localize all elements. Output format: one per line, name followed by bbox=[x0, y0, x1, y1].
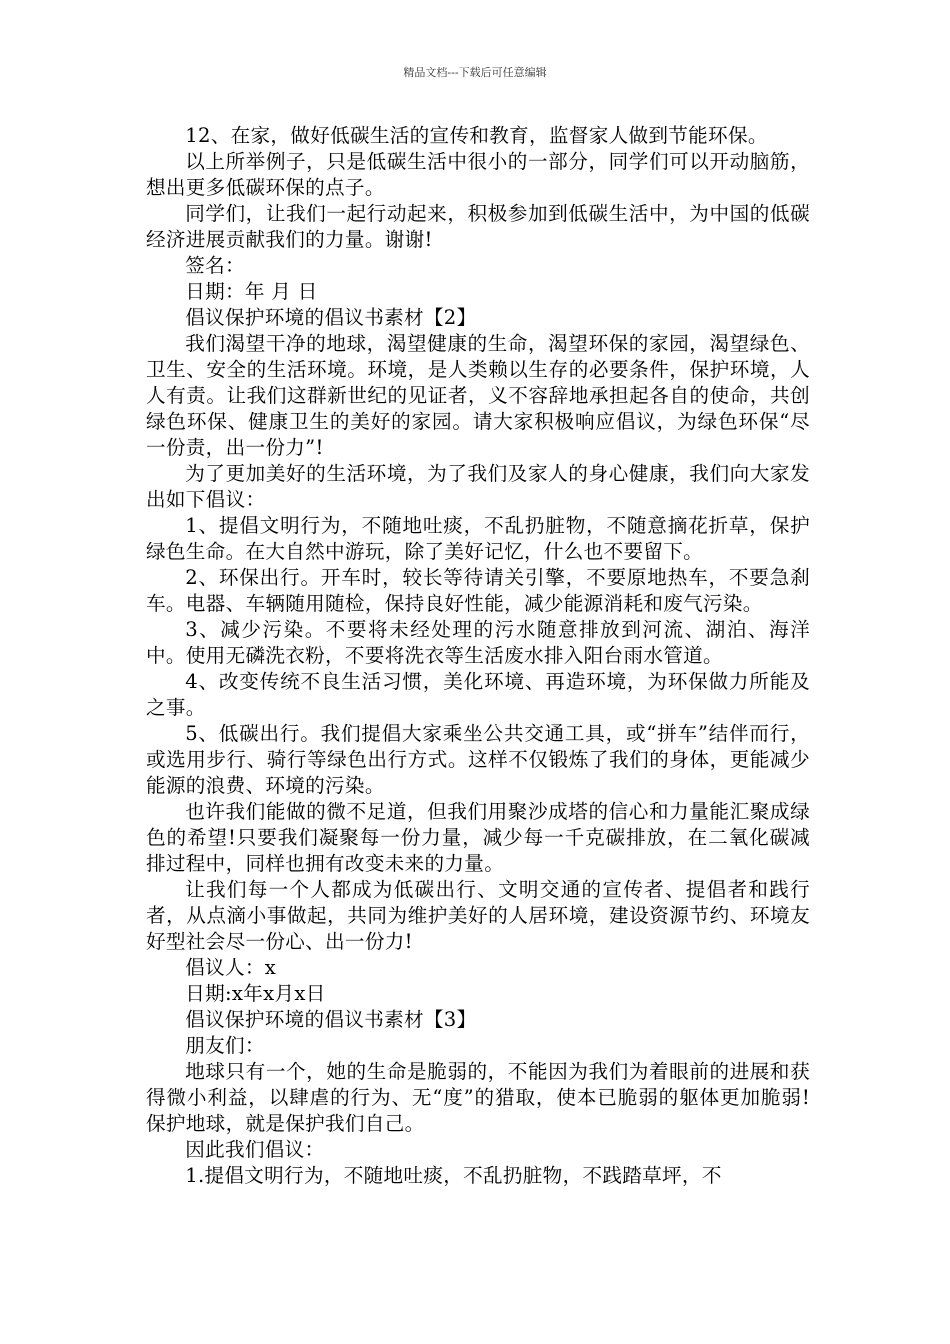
paragraph-call-to-action: 同学们，让我们一起行动起来，积极参加到低碳生活中，为中国的低碳经济进展贡献我们的力量。谢谢! bbox=[146, 202, 810, 251]
proposer-line: 倡议人：x bbox=[185, 956, 277, 979]
proposal-item-1: 1、提倡文明行为，不随地吐痰，不乱扔脏物，不随意摘花折草，保护绿色生命。在大自然中游玩，除了美好记忆，什么也不要留下。 bbox=[146, 514, 810, 563]
paragraph-let-everyone: 让我们每一个人都成为低碳出行、文明交通的宣传者、提倡者和践行者，从点滴小事做起，共同为维护美好的人居环境，建设资源节约、环境友好型社会尽一份心、出一份力! bbox=[146, 878, 810, 953]
paragraph-hope: 也许我们能做的微不足道，但我们用聚沙成塔的信心和力量能汇聚成绿色的希望!只要我们凝聚每一份力量，减少每一千克碳排放，在二氧化碳减排过程中，同样也拥有改变未来的力量。 bbox=[146, 800, 810, 875]
proposal-item-3: 3、减少污染。不要将未经处理的污水随意排放到河流、湖泊、海洋中。使用无磷洗衣粉，不要将洗衣等生活废水排入阳台雨水管道。 bbox=[146, 618, 810, 667]
paragraph-only-one-earth: 地球只有一个，她的生命是脆弱的，不能因为我们为着眼前的进展和获得微小利益，以肆虐的行为、无“度”的猎取，使本已脆弱的躯体更加脆弱!保护地球，就是保护我们自己。 bbox=[146, 1060, 810, 1135]
proposal-item-5: 5、低碳出行。我们提倡大家乘坐公共交通工具，或“拼车”结伴而行，或选用步行、骑行等绿色出行方式。这样不仅锻炼了我们的身体，更能减少能源的浪费、环境的污染。 bbox=[146, 722, 810, 797]
document-body bbox=[146, 123, 810, 1189]
salutation: 朋友们： bbox=[185, 1034, 265, 1057]
paragraph-desire-clean-earth: 我们渴望干净的地球，渴望健康的生命，渴望环保的家园，渴望绿色、卫生、安全的生活环境。环境，是人类赖以生存的必要条件，保护环境，人人有责。让我们这群新世纪的见证者，义不容辞地承担起各自的使命，共创绿色环保、健康卫生的美好的家园。请大家积极响应倡议，为绿色环保“尽一份责，出一份力”! bbox=[146, 332, 810, 459]
paragraph-home-low-carbon: 12、在家，做好低碳生活的宣传和教育，监督家人做到节能环保。 bbox=[185, 124, 768, 147]
paragraph-examples: 以上所举例子，只是低碳生活中很小的一部分，同学们可以开动脑筋，想出更多低碳环保的点子。 bbox=[146, 150, 810, 199]
date-line: 日期：年 月 日 bbox=[185, 280, 318, 303]
proposal-item-4: 4、改变传统不良生活习惯，美化环境、再造环境，为环保做力所能及之事。 bbox=[146, 670, 810, 719]
paragraph-proposal-intro: 为了更加美好的生活环境，为了我们及家人的身心健康，我们向大家发出如下倡议： bbox=[146, 462, 810, 511]
date-line-2: 日期:x年x月x日 bbox=[185, 982, 326, 1005]
signature-line: 签名： bbox=[185, 254, 245, 277]
proposal-item-2: 2、环保出行。开车时，较长等待请关引擎，不要原地热车，不要急刹车。电器、车辆随用随检，保持良好性能，减少能源消耗和废气污染。 bbox=[146, 566, 810, 615]
section-heading-2: 倡议保护环境的倡议书素材【2】 bbox=[185, 306, 477, 329]
proposal-item-3-1: 1.提倡文明行为，不随地吐痰，不乱扔脏物，不践踏草坪，不 bbox=[185, 1164, 722, 1187]
page-header: 精品文档---下载后可任意编辑 bbox=[403, 66, 547, 79]
section-heading-3: 倡议保护环境的倡议书素材【3】 bbox=[185, 1008, 477, 1031]
paragraph-therefore: 因此我们倡议： bbox=[185, 1138, 325, 1161]
